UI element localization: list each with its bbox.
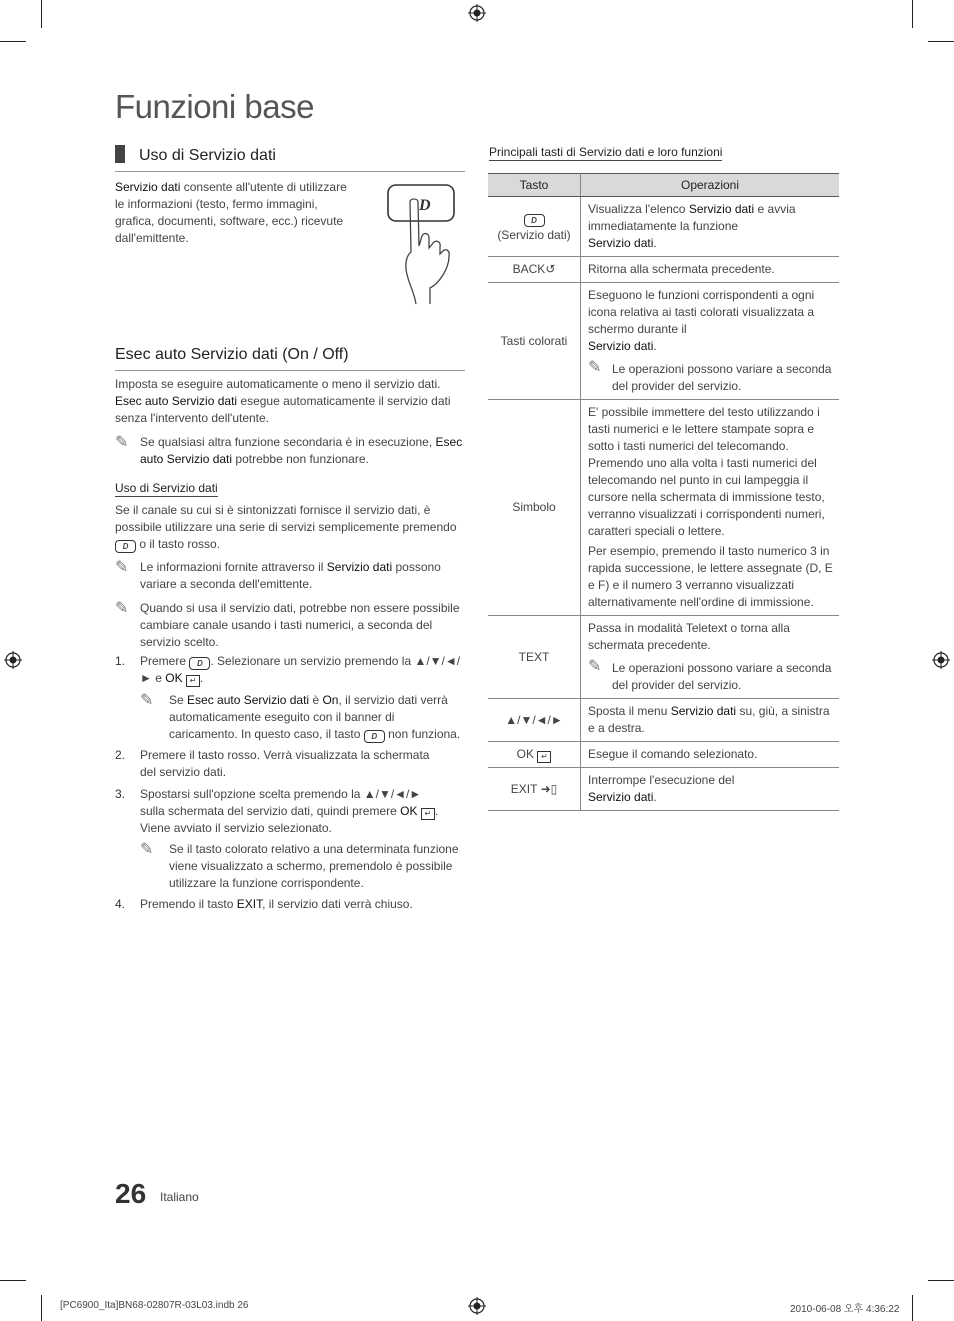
heading-bar-icon xyxy=(115,145,125,163)
enter-icon: ↵ xyxy=(421,808,435,820)
note-text: Quando si usa il servizio dati, potrebbe non essere possibile cambiare canale usando i tasti numerici, a seconda del servizio scelto. xyxy=(140,601,460,649)
step-number: 3. xyxy=(115,787,126,801)
operation-cell: Passa in modalità Teletext o torna alla schermata precedente. ✎ Le operazioni possono variare a seconda del provider del servizio. xyxy=(581,616,840,699)
note-icon: ✎ xyxy=(588,359,602,376)
page-language: Italiano xyxy=(160,1190,199,1204)
column-header: Operazioni xyxy=(581,174,840,197)
note-icon: ✎ xyxy=(140,692,154,709)
table-row xyxy=(488,257,839,283)
table-title: Principali tasti di Servizio dati e loro funzioni xyxy=(489,145,723,159)
page-title: Funzioni base xyxy=(115,88,314,125)
operation-cell: E' possibile immettere del testo utilizzando i tasti numerici e le lettere stampate sopra e sotto i tasti numerici del telecomando. Premendo uno alla volta i tasti numerici del telecomando nel punto in cui lampeggia il cursore nella schermata di immissione testo, verranno visualizzati i corrispondenti numeri, caratteri speciali o lettere. Per esempio, premendo il tasto numerico 3 in rapida successione, le lettere assegnate (D, E e F) e il numero 3 verranno visualizzati alternativamente nell'ordine di immissione. xyxy=(581,400,840,616)
d-key-icon: D xyxy=(189,657,210,670)
crop-mark xyxy=(41,0,42,28)
note-text: Se il tasto colorato relativo a una determinata funzione viene visualizzato a schermo, premendolo è possibile utilizzare la funzione corrispondente. xyxy=(169,842,459,890)
key-cell: EXIT ➜▯ xyxy=(488,768,581,811)
note-icon: ✎ xyxy=(115,559,129,576)
registration-mark-icon xyxy=(4,651,22,669)
note-text: Se Esec auto Servizio dati è On, il servizio dati verrà automaticamente eseguito con il banner di caricamento. In questo caso, il tasto D non funziona. xyxy=(169,693,461,741)
registration-mark-icon xyxy=(932,651,950,669)
section1-paragraph: Servizio dati consente all'utente di utilizzare le informazioni (testo, fermo immagini, grafica, documenti, software, ecc.) ricevute dall'emittente. xyxy=(115,180,347,245)
section-heading: Uso di Servizio dati xyxy=(115,145,465,172)
table-row xyxy=(488,197,839,257)
operation-cell: Sposta il menu Servizio dati su, giù, a sinistra e a destra. xyxy=(581,699,840,742)
crop-mark xyxy=(0,41,26,42)
table-row xyxy=(488,400,839,616)
imprint-date: 2010-06-08 오후 4:36:22 xyxy=(790,1304,900,1315)
step-text: Premendo il tasto EXIT, il servizio dati verrà chiuso. xyxy=(140,897,413,911)
table-row xyxy=(488,768,839,811)
table-row xyxy=(488,616,839,699)
page-number: 26 xyxy=(115,1178,147,1209)
key-cell: OK ↵ xyxy=(488,742,581,768)
step-number: 2. xyxy=(115,748,126,762)
registration-mark-icon xyxy=(468,4,486,22)
step-text: Premere il tasto rosso. Verrà visualizzata la schermata del servizio dati. xyxy=(140,748,430,779)
section-heading: Esec auto Servizio dati (On / Off) xyxy=(115,346,465,371)
d-key-icon: D xyxy=(364,730,385,743)
operation-cell: Interrompe l'esecuzione del Servizio dati. xyxy=(581,768,840,811)
crop-mark xyxy=(928,1280,954,1281)
key-cell: Tasti colorati xyxy=(488,283,581,400)
svg-text:D: D xyxy=(419,197,431,214)
step-text: Premere D . Selezionare un servizio premendo la ▲/▼/◄/► e OK ↵ . xyxy=(140,654,461,685)
note-icon: ✎ xyxy=(140,841,154,858)
subheading: Uso di Servizio dati xyxy=(115,481,218,495)
crop-mark xyxy=(912,1295,913,1321)
exit-icon: ➜▯ xyxy=(540,781,558,796)
step-number: 4. xyxy=(115,897,126,911)
return-icon: ↺ xyxy=(545,262,556,276)
d-key-icon: D xyxy=(115,540,136,553)
table-row xyxy=(488,742,839,768)
crop-mark xyxy=(912,0,913,28)
enter-icon: ↵ xyxy=(537,751,551,763)
crop-mark xyxy=(41,1295,42,1321)
operation-cell: Esegue il comando selezionato. xyxy=(581,742,840,768)
key-cell: Simbolo xyxy=(488,400,581,616)
key-cell: D (Servizio dati) xyxy=(488,197,581,257)
table-row xyxy=(488,699,839,742)
d-key-icon: D xyxy=(524,214,545,227)
step-number: 1. xyxy=(115,654,126,668)
note-text: Le informazioni fornite attraverso il Servizio dati possono variare a seconda dell'emittente. xyxy=(140,560,441,591)
key-cell: ▲/▼/◄/► xyxy=(488,699,581,742)
step-text: Spostarsi sull'opzione scelta premendo la ▲/▼/◄/► sulla schermata del servizio dati, quindi premere OK ↵ . Viene avviato il servizio selezionato. xyxy=(140,787,439,835)
note-text: Se qualsiasi altra funzione secondaria è in esecuzione, Esec auto Servizio dati potrebbe non funzionare. xyxy=(140,435,463,466)
note-icon: ✎ xyxy=(588,658,602,675)
imprint-file: [PC6900_Ita]BN68-02807R-03L03.indb 26 xyxy=(60,1300,249,1311)
registration-mark-icon xyxy=(468,1297,486,1315)
crop-mark xyxy=(0,1280,26,1281)
note-icon: ✎ xyxy=(115,434,129,451)
operation-cell: Ritorna alla schermata precedente. xyxy=(581,257,840,283)
column-header: Tasto xyxy=(488,174,581,197)
key-cell: BACK↺ xyxy=(488,257,581,283)
table-header-row xyxy=(488,174,839,197)
table-row xyxy=(488,283,839,400)
keys-table xyxy=(488,173,839,811)
operation-cell: Visualizza l'elenco Servizio dati e avvia immediatamente la funzione Servizio dati. xyxy=(581,197,840,257)
operation-cell: Eseguono le funzioni corrispondenti a ogni icona relativa ai tasti colorati visualizzata a schermo durante il Servizio dati. ✎ Le operazioni possono variare a seconda del provider del servizio. xyxy=(581,283,840,400)
key-cell: TEXT xyxy=(488,616,581,699)
crop-mark xyxy=(928,41,954,42)
note-icon: ✎ xyxy=(115,600,129,617)
paragraph: Se il canale su cui si è sintonizzati fornisce il servizio dati, è possibile utilizzare una serie di servizi semplicemente premendo D o il tasto rosso. xyxy=(115,503,457,551)
enter-icon: ↵ xyxy=(186,675,200,687)
section2-intro: Imposta se eseguire automaticamente o meno il servizio dati. Esec auto Servizio dati esegue automaticamente il servizio dati senza l'intervento dell'utente. xyxy=(115,377,451,425)
remote-hand-icon xyxy=(382,180,462,306)
